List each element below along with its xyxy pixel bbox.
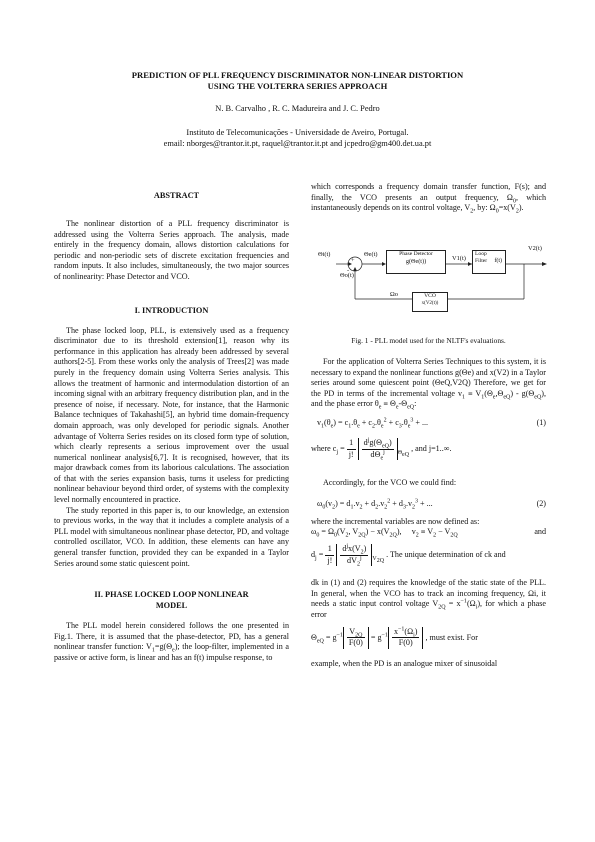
d-definition-tail: . The unique determination of ck and <box>386 550 506 560</box>
right-paragraph-1: For the application of Volterra Series Techniques to this system, it is necessary to expand the nonlinear functions g(Θe) and x(V2) in a Taylor series around some quiescent point (ΘeQ,V2Q) Therefore, we get for the PD in terms of the incremental voltage $v_1 \equiv V_1(\Theta_e,\Theta_{eQ}) - g(\Theta_{eQ})$, and the phase error $\theta_e \equiv \Theta_e-\Theta_{eQ}$: <box>311 357 546 411</box>
equation-1-number: (1) <box>536 417 546 427</box>
equation-phase-error: $\Theta_{eQ} = g^{-1}$ $\frac{V_{2Q}}{F(0)}$ = $g^{-1}$ $\frac{x^{-1}(\Omega_i)}{F(0)}$ , must exist. For <box>311 625 478 648</box>
and-word: and <box>534 527 546 537</box>
theta-i-label: Θi(t) <box>318 251 331 258</box>
right-paragraph-0-b: , which instantaneously depends on its control voltage, <box>311 192 547 213</box>
v2-label: V2(t) <box>528 245 542 252</box>
phase-detector-label: Phase Detector <box>399 251 433 257</box>
loop-filter-label-2: Filter <box>475 258 488 264</box>
right-paragraph-3: where the incremental variables are now defined as: <box>311 516 480 526</box>
equation-incremental: $\omega_0 = \Omega_0(V_2$, $V_{2Q}) - x(V_{2Q})$, $v_2 \equiv V_2 - V_{2Q}$ and <box>311 527 546 539</box>
right-column-body <box>311 357 546 669</box>
vco-block <box>412 292 448 312</box>
right-paragraph-1-text: For the application of Volterra Series Techniques to this system, it is necessary to expand the nonlinear functions g(Θe) and x(V2) in a Taylor series around some quiescent point (ΘeQ,V2Q) Therefore, we get for the PD in terms of the incremental voltage <box>311 357 546 398</box>
intro-paragraph-1: The phase locked loop, PLL, is extensively used as a frequency discriminator due to its threshold extension[1], reason why its performance in this application has already been addressed by several authors[2-5]. From these works only the analysis of Trees[2] was made purely in the frequency domain using Volterra Series analysis. This allows the treatment of harmonic and intermodulation distortion of an incoming signal with an arbitrary frequency distribution plan, and in the presence of noise, if necessary. Note, for instance, that the Harmonic Balance techniques of Takahashi[5], an hybrid time domain-frequency domain approach, was only developed for periodic signals. Another advantage of Volterra Series resides on its closed form type of solution, which clearly represents a serious improvement over the usual numerical nonlinear analysis[6,7]. It is recognised, however, that its major drawback comes from its laborious calculations. The association of that with the series expansion basis, turns it useless for predicting nonlinear behaviour beyond third order, of systems with the complexity level normally encountered in practice. <box>54 325 289 505</box>
right-column-top <box>311 182 546 214</box>
right-paragraph-0: which corresponds a frequency domain transfer function, F(s); and finally, the VCO presents an output frequency, $\Omega_0$, which instantaneously depends on its control voltage, $V_2$, by: $\Omega_0=x(V_2)$. <box>311 182 547 215</box>
affiliation: Instituto de Telecomunicações - Universidade de Aveiro, Portugal. <box>186 128 409 137</box>
email-line: email: nborges@trantor.it.pt, raquel@trantor.it.pt and jcpedro@gm400.det.ua.pt <box>163 139 432 148</box>
right-paragraph-6: example, when the PD is an analogue mixer of sinusoidal <box>311 658 498 668</box>
intro-paragraph-2: The study reported in this paper is, to our knowledge, an extension to previous works, in the way that it includes a complete analysis of a PLL model with simultaneous nonlinear phase detector, PD, and voltage controlled oscillator, VCO. In addition, these elements can have any general transfer function, provided they can be expanded in a Taylor Series around some static quiescent point. <box>54 505 289 568</box>
equation-1: $v_1(\theta_e) = c_1.\theta_e + c_2.\theta_e^2 + c_3.\theta_e^3$ + ... (1) <box>317 417 546 430</box>
phase-detector-function: g(Θe(t)) <box>405 258 427 265</box>
section2-paragraph: The PLL model herein considered follows the one presented in Fig.1. There, it is assumed that the phase-detector, PD, has a general nonlinear transfer function: $V_1=g(\Theta_e)$; the loop-filter, implemented in a passive or active form, is linear and has an f(t) impulse response, to <box>54 621 289 662</box>
section2-paragraph-a: The PLL model herein considered follows the one presented in Fig.1. There, it is assumed that the phase-detector, PD, has a general nonlinear transfer function: <box>54 621 289 652</box>
right-paragraph-5-text: dk in (1) and (2) requires the knowledge of the static state of the PLL. In general, when the VCO has to track an incoming frequency, Ωi, it needs a static input control voltage <box>311 578 546 609</box>
equation-c-definition: where $c_j$ = $\frac{1}{j!}$ $\frac{d^jg(\Theta_{eQ})}{d\Theta_e^j}$ $_{\Theta_{eQ}}$ , and j=1..∞. <box>311 437 452 462</box>
right-paragraph-2: Accordingly, for the VCO we could find: <box>323 477 457 487</box>
section2-heading-line-2: MODEL <box>155 601 188 611</box>
right-paragraph-1-tail: and the phase error <box>311 399 373 409</box>
left-column <box>54 190 289 664</box>
paper-title-line-2: USING THE VOLTERRA SERIES APPROACH <box>207 81 388 91</box>
paper-title-line-1: PREDICTION OF PLL FREQUENCY DISCRIMINATOR NON-LINEAR DISTORTION <box>131 70 464 80</box>
authors: N. B. Carvalho , R. C. Madureira and J. C. Pedro <box>215 104 380 113</box>
must-exist-text: , must exist. For <box>425 632 478 642</box>
abstract-text: The nonlinear distortion of a PLL frequency discriminator is addressed using the Volterra Series approach. The analysis, made entirely in the frequency domain, allows distortion calculations for periodic and non-periodic sets of discrete excitation frequencies and random inputs. It also includes, simultaneously, the two major sources of nonlinearity: Phase Detector and VCO. <box>54 219 289 281</box>
figure-caption: Fig. 1 - PLL model used for the NLTF's evaluations. <box>351 336 506 345</box>
right-paragraph-5-tail: , for which a phase error <box>311 599 546 619</box>
where-c-label: where c <box>311 443 337 453</box>
v1-label: V1(t) <box>452 255 466 262</box>
summing-plus: + <box>351 257 355 264</box>
equation-d-definition: $d_j$ = $\frac{1}{j!}$ $\frac{d^jx(V_2)}{dV_2^j}$ $_{V_{2Q}}$ . The unique determination of ck and <box>311 543 506 568</box>
vco-label: VCO <box>424 293 436 299</box>
intro-heading: I. INTRODUCTION <box>134 305 209 315</box>
theta-e-label: Θe(t) <box>364 251 378 258</box>
abstract-heading: ABSTRACT <box>153 191 200 200</box>
pll-block-diagram <box>318 236 550 320</box>
loop-filter-block <box>472 250 506 274</box>
omega-o-label: Ωo <box>390 291 398 298</box>
section2-heading-line-1: II. PHASE LOCKED LOOP NONLINEAR <box>94 590 249 600</box>
loop-filter-function: f(t) <box>494 258 502 264</box>
summing-minus: - <box>347 267 350 274</box>
right-paragraph-5: dk in (1) and (2) requires the knowledge of the static state of the PLL. In general, when the VCO has to track an incoming frequency, Ωi, it needs a static input control voltage $V_{2Q} = x^{-1}(\Omega_i)$, for which a phase error <box>311 578 546 619</box>
equation-2: $\omega_0(v_2) = d_1.v_2 + d_2.v_2^2 + d_3.v_2^3$ + ... (2) <box>317 497 546 511</box>
loop-filter-label-1: Loop <box>475 251 487 257</box>
equation-2-number: (2) <box>536 498 546 508</box>
right-paragraph-0-a: which corresponds a frequency domain transfer function, F(s); and finally, the VCO presents an output frequency, <box>311 182 546 202</box>
theta-o-label: Θo(t) <box>340 272 354 279</box>
section2-paragraph-b: ; the loop-filter, implemented in a passive or active form, is linear and has an f(t) impulse response, to <box>54 642 289 662</box>
where-c-tail: , and j=1..∞. <box>411 443 452 453</box>
vco-function: x(V2(t)) <box>421 301 439 306</box>
phase-detector-block <box>386 250 446 274</box>
